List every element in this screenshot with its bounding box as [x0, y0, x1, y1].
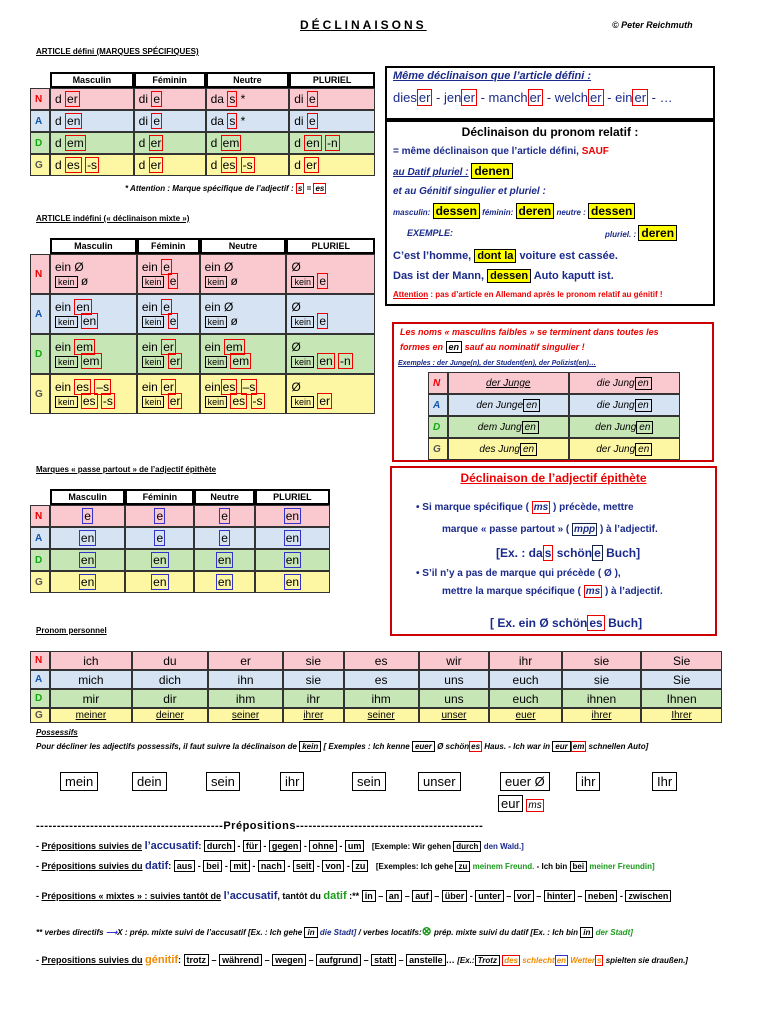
- cell: en: [255, 549, 330, 571]
- circle-x-icon: ⊗: [421, 924, 432, 938]
- poss-word: dein: [132, 772, 167, 791]
- cell: des Jung en: [448, 438, 569, 460]
- defini-note: * Attention : Marque spécifique de l’adjectif : s = es: [125, 184, 325, 193]
- cell: d es -s: [50, 154, 134, 176]
- hdr-fem: Féminin: [134, 72, 206, 88]
- pronom-cell: du: [132, 651, 208, 670]
- hdr-plu: PLURIEL: [286, 238, 375, 254]
- relatif-l3: et au Génitif singulier et pluriel :: [393, 186, 546, 197]
- case-label: D: [30, 549, 50, 571]
- cell: Ø kein er: [286, 374, 375, 414]
- case-label: A: [30, 294, 50, 334]
- cell: d en -n: [289, 132, 375, 154]
- case-label: N: [30, 88, 50, 110]
- pronom-cell: es: [344, 670, 419, 689]
- pronom-cell: seiner: [344, 708, 419, 723]
- pronom-cell: ihn: [208, 670, 283, 689]
- passe-table: [30, 489, 330, 593]
- relatif-attention: Attention : pas d’article en Allemand après le pronom relatif au génitif !: [393, 290, 663, 299]
- pronom-cell: ihm: [344, 689, 419, 708]
- case-label: G: [30, 708, 50, 723]
- demonstratifs-intro: Même déclinaison que l’article défini :: [393, 70, 592, 82]
- cell: di e: [134, 110, 206, 132]
- relatif-l1: = même déclinaison que l’article défini, SAUF: [393, 146, 609, 157]
- prep-genitif: - Prepositions suivies du génitif: trotz – während – wegen – aufgrund – statt – anstelle … [Ex.: Trotz des schlecht en Wetter s spielten sie draußen.]: [36, 954, 688, 966]
- pronom-cell: dir: [132, 689, 208, 708]
- pronom-cell: er: [208, 651, 283, 670]
- defini-title: ARTICLE défini (MARQUES SPÉCIFIQUES): [36, 47, 199, 56]
- cell: e: [125, 527, 194, 549]
- relatif-l2: au Datif pluriel : denen: [393, 164, 513, 178]
- passe-title: Marques « passe partout » de l’adjectif épithète: [36, 465, 217, 474]
- cell: ein en kein en: [50, 294, 137, 334]
- cell: den Junge en: [448, 394, 569, 416]
- pronom-cell: mir: [50, 689, 132, 708]
- faibles-box: [392, 322, 714, 462]
- case-label: D: [30, 334, 50, 374]
- cell: e: [125, 505, 194, 527]
- pronom-cell: Ihrer: [641, 708, 722, 723]
- cell: ein Ø kein ø: [200, 294, 287, 334]
- faibles-l2: formes en en sauf au nominatif singulier !: [400, 342, 585, 352]
- cell: en: [125, 571, 194, 593]
- cell: ein Ø kein ø: [200, 254, 287, 294]
- poss-word: Ihr: [652, 772, 677, 791]
- hdr-neu: Neutre: [206, 72, 290, 88]
- pronom-cell: euch: [489, 670, 562, 689]
- page-title: DÉCLINAISONS: [300, 18, 427, 32]
- cell: ein e kein e: [137, 254, 200, 294]
- pronom-cell: ich: [50, 651, 132, 670]
- case-label: D: [30, 132, 50, 154]
- pronom-cell: seiner: [208, 708, 283, 723]
- cell: ein es –s kein es -s: [50, 374, 137, 414]
- pronom-cell: uns: [419, 670, 490, 689]
- epithete-b2: • S’il n’y a pas de marque qui précède ( Ø ),: [416, 568, 621, 579]
- hdr-masc: Masculin: [50, 72, 134, 88]
- relatif-genitif: masculin: dessen féminin: deren neutre : dessen: [393, 204, 635, 218]
- case-label: G: [30, 374, 50, 414]
- faibles-l1: Les noms « masculins faibles » se terminent dans toutes les: [400, 327, 659, 337]
- pronom-cell: meiner: [50, 708, 132, 723]
- poss-word: euer Ø: [500, 772, 550, 791]
- prepositions-title: ---------------------------------------------Prépositions---------------------------------------------: [36, 820, 484, 832]
- cell: der Junge: [448, 372, 569, 394]
- arrow-icon: ⟶: [105, 928, 118, 937]
- hdr-neu: Neutre: [200, 238, 287, 254]
- hdr-masc: Masculin: [50, 489, 125, 505]
- epithete-b1: • Si marque spécifique ( ms ) précède, mettre: [416, 502, 634, 513]
- hdr-masc: Masculin: [50, 238, 137, 254]
- pronom-cell: ihm: [208, 689, 283, 708]
- cell: Ø kein e: [286, 294, 375, 334]
- cell: ein e kein e: [137, 294, 200, 334]
- cell: d en: [50, 110, 134, 132]
- cell: en: [255, 527, 330, 549]
- epithete-box: [390, 466, 717, 636]
- pronom-cell: euer: [489, 708, 562, 723]
- pronom-cell: mich: [50, 670, 132, 689]
- cell: dem Jung en: [448, 416, 569, 438]
- cell: Ø kein e: [286, 254, 375, 294]
- cell: ein es –s kein es -s: [200, 374, 287, 414]
- cell: ein em kein em: [200, 334, 287, 374]
- relatif-box: [385, 120, 715, 306]
- pronom-cell: sie: [562, 651, 641, 670]
- pronom-cell: unser: [419, 708, 490, 723]
- hdr-neu: Neutre: [194, 489, 254, 505]
- hdr-fem: Féminin: [125, 489, 194, 505]
- case-label: A: [30, 670, 50, 689]
- pronom-cell: wir: [419, 651, 490, 670]
- pronom-cell: Ihnen: [641, 689, 722, 708]
- case-label: A: [428, 394, 448, 416]
- possessifs-words: [0, 772, 768, 792]
- demonstratifs-words: dies er - jen er - manch er - welch er - ein er - …: [393, 90, 673, 105]
- case-label: A: [30, 527, 50, 549]
- prep-accusatif: - Prépositions suivies de l’accusatif: durch - für - gegen - ohne - um [Exemple: Wir gehen durch den Wald.]: [36, 840, 524, 852]
- faibles-table: [428, 372, 680, 460]
- possessifs-line: Pour décliner les adjectifs possessifs, il faut suivre la déclinaison de kein [ Exemples : Ich kenne euer Ø schön es Haus. - Ich war in eur em schnellen Auto]: [36, 742, 649, 751]
- cell: ein em kein em: [50, 334, 137, 374]
- cell: der Jung en: [569, 438, 680, 460]
- hdr-plu: PLURIEL: [255, 489, 330, 505]
- case-label: G: [30, 571, 50, 593]
- pronom-cell: ihnen: [562, 689, 641, 708]
- pronom-cell: ihrer: [283, 708, 344, 723]
- cell: Ø kein en -n: [286, 334, 375, 374]
- cell: e: [194, 505, 254, 527]
- relatif-ex1: C’est l’homme, dont la voiture est cassée.: [393, 250, 618, 262]
- case-label: N: [30, 505, 50, 527]
- cell: d er: [134, 154, 206, 176]
- prep-datif: - Prépositions suivies du datif: aus - bei - mit - nach - seit - von - zu [Exemples: Ich gehe zu meinem Freund. - Ich bin bei meiner Freundin]: [36, 860, 655, 872]
- cell: en: [194, 571, 254, 593]
- poss-word: mein: [60, 772, 98, 791]
- cell: di e: [289, 88, 375, 110]
- author: © Peter Reichmuth: [612, 20, 693, 30]
- epithete-ex1: [Ex. : da s schön e Buch]: [496, 546, 641, 560]
- cell: en: [255, 505, 330, 527]
- defini-table: [30, 72, 375, 176]
- prep-verbes: ** verbes directifs ⟶X : prép. mixte suivi de l’accusatif [Ex. : Ich gehe in die Stadt] / verbes locatifs:⊗ prép. mixte suivi du datif [Ex. : Ich bin in der Stadt]: [36, 924, 633, 938]
- pronom-cell: es: [344, 651, 419, 670]
- poss-word: ihr: [280, 772, 304, 791]
- pronom-cell: Sie: [641, 651, 722, 670]
- case-label: N: [428, 372, 448, 394]
- relatif-title: Déclinaison du pronom relatif :: [461, 125, 639, 139]
- cell: d er: [50, 88, 134, 110]
- cell: d er: [134, 132, 206, 154]
- poss-word: unser: [418, 772, 461, 791]
- cell: ein er kein er: [137, 374, 200, 414]
- relatif-ex2: Das ist der Mann, dessen Auto kaputt ist.: [393, 270, 614, 282]
- cell: en: [50, 549, 125, 571]
- epithete-b2c: mettre la marque spécifique ( ms ) à l’adjectif.: [442, 586, 663, 597]
- cell: ein er kein er: [137, 334, 200, 374]
- epithete-title: Déclinaison de l’adjectif épithète: [460, 471, 647, 485]
- cell: en: [125, 549, 194, 571]
- case-label: G: [428, 438, 448, 460]
- cell: en: [255, 571, 330, 593]
- cell: ein Ø kein ø: [50, 254, 137, 294]
- cell: en: [50, 571, 125, 593]
- pronom-cell: sie: [283, 670, 344, 689]
- case-label: N: [30, 651, 50, 670]
- cell: d es -s: [206, 154, 290, 176]
- cell: e: [50, 505, 125, 527]
- pronom-cell: ihr: [283, 689, 344, 708]
- pronom-cell: sie: [562, 670, 641, 689]
- hdr-fem: Féminin: [137, 238, 200, 254]
- cell: en: [194, 549, 254, 571]
- case-label: D: [428, 416, 448, 438]
- pronom-cell: sie: [283, 651, 344, 670]
- cell: die Jung en: [569, 372, 680, 394]
- pronom-cell: uns: [419, 689, 490, 708]
- pronom-cell: ihr: [489, 651, 562, 670]
- case-label: N: [30, 254, 50, 294]
- cell: en: [50, 527, 125, 549]
- epithete-ex2: [ Ex. ein Ø schön es Buch]: [490, 616, 643, 630]
- cell: die Jung en: [569, 394, 680, 416]
- faibles-ex: Exemples : der Junge(n), der Student(en), der Polizist(en)…: [398, 360, 596, 367]
- possessifs-eur: eur ms: [498, 796, 544, 811]
- pronom-title: Pronom personnel: [36, 626, 107, 635]
- cell: di e: [134, 88, 206, 110]
- pronom-cell: dich: [132, 670, 208, 689]
- cell: da s *: [206, 88, 290, 110]
- indefini-title: ARTICLE indéfini (« déclinaison mixte »): [36, 214, 190, 223]
- case-label: D: [30, 689, 50, 708]
- poss-word: sein: [206, 772, 240, 791]
- pronom-cell: deiner: [132, 708, 208, 723]
- relatif-pluriel: pluriel. : deren: [605, 226, 677, 240]
- pronom-cell: euch: [489, 689, 562, 708]
- poss-word: ihr: [576, 772, 600, 791]
- possessifs-title: Possessifs: [36, 728, 78, 737]
- cell: d em: [206, 132, 290, 154]
- case-label: A: [30, 110, 50, 132]
- cell: di e: [289, 110, 375, 132]
- epithete-b1c: marque « passe partout » ( mpp ) à l’adjectif.: [442, 524, 658, 535]
- case-label: G: [30, 154, 50, 176]
- cell: d er: [289, 154, 375, 176]
- indefini-table: [30, 238, 375, 414]
- cell: e: [194, 527, 254, 549]
- hdr-plu: PLURIEL: [289, 72, 375, 88]
- pronom-cell: ihrer: [562, 708, 641, 723]
- prep-mixtes: - Prépositions « mixtes » : suivies tantôt de l’accusatif, tantôt du datif :** in – an – auf – über - unter – vor – hinter – neben - zwischen: [36, 890, 671, 902]
- poss-word: sein: [352, 772, 386, 791]
- cell: den Jung en: [569, 416, 680, 438]
- pronom-cell: Sie: [641, 670, 722, 689]
- cell: d em: [50, 132, 134, 154]
- pronom-table: [30, 651, 722, 723]
- relatif-exemple: EXEMPLE:: [407, 228, 454, 238]
- cell: da s *: [206, 110, 290, 132]
- demonstratifs-box: [385, 66, 715, 120]
